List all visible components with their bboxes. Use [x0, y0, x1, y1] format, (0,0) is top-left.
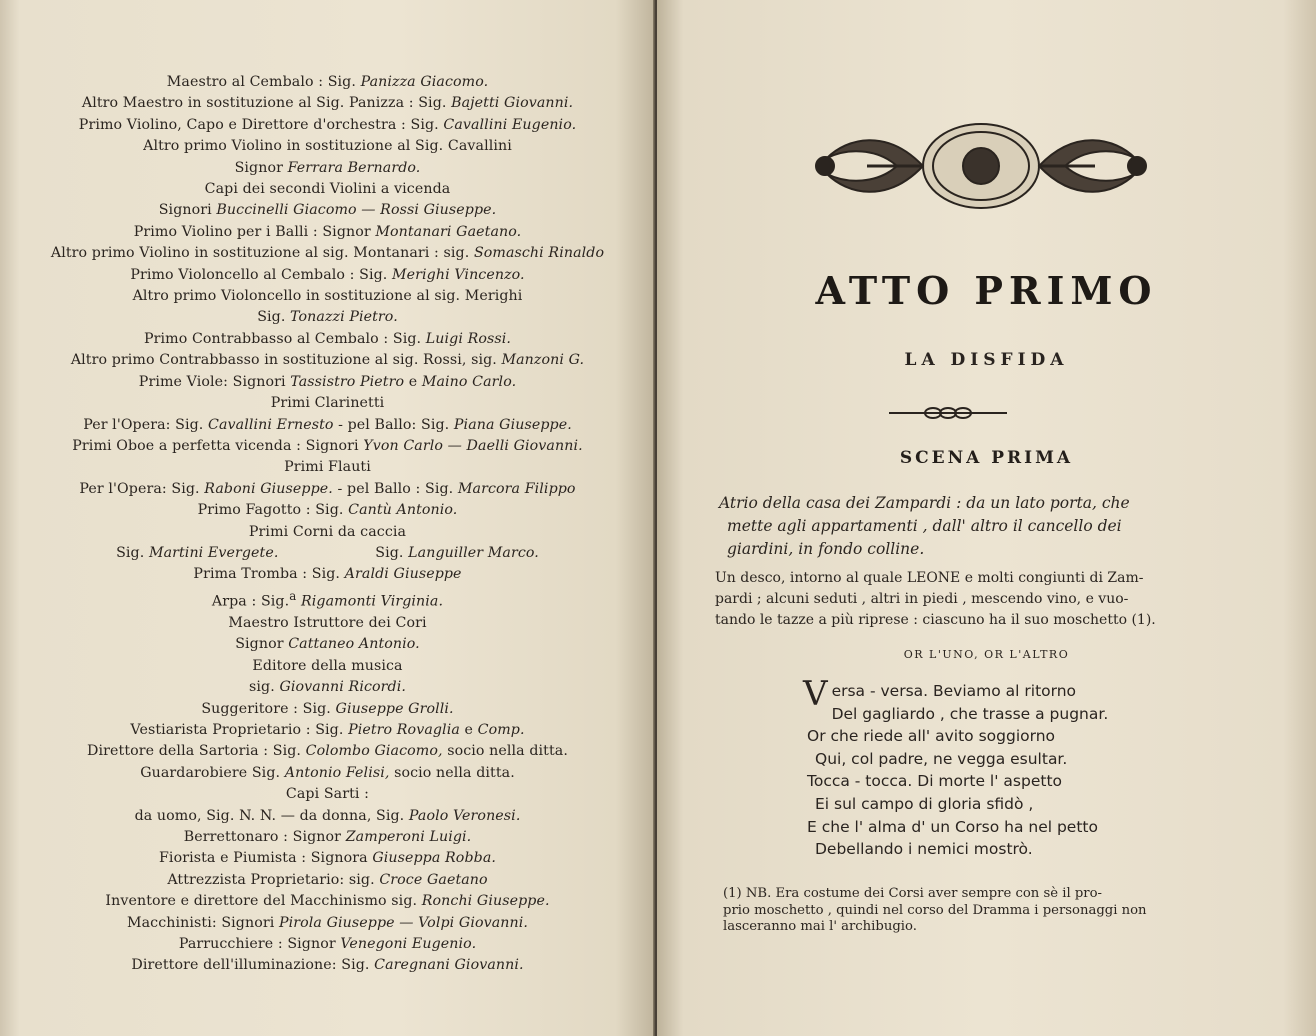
speaker-label: OR L'UNO, OR L'ALTRO — [903, 648, 1070, 661]
verse-line: Debellando i nemici mostrò. — [815, 840, 1033, 859]
left-page — [0, 0, 655, 1036]
credit-line: Editore della musica — [252, 657, 403, 674]
credit-line: Primi Flauti — [284, 459, 371, 476]
credit-line: Sig. Tonazzi Pietro. — [257, 309, 398, 326]
credit-line: Prima Tromba : Sig. Araldi Giuseppe — [193, 566, 462, 583]
drop-cap: V — [803, 674, 828, 714]
credit-line: Direttore dell'illuminazione: Sig. Caregnani Giovanni. — [131, 957, 524, 974]
credit-line: Altro Maestro in sostituzione al Sig. Panizza : Sig. Bajetti Giovanni. — [81, 95, 574, 112]
credit-line: Vestiarista Proprietario : Sig. Pietro Rovaglia e Comp. — [130, 721, 525, 738]
credit-line: Primo Violoncello al Cembalo : Sig. Merighi Vincenzo. — [130, 266, 525, 283]
verse-line: Qui, col padre, ne vegga esultar. — [815, 749, 1068, 768]
credit-line: Primo Violino, Capo e Direttore d'orchestra : Sig. Cavallini Eugenio. — [78, 116, 577, 133]
scene-setting — [719, 492, 1239, 561]
setting-line: Atrio della casa dei Zampardi : da un lato porta, che — [719, 494, 1130, 512]
credit-line: Primo Contrabbasso al Cembalo : Sig. Luigi Rossi. — [143, 330, 512, 347]
credit-line: Fiorista e Piumista : Signora Giuseppa Robba. — [158, 850, 496, 867]
act-subtitle: LA DISFIDA — [904, 350, 1069, 370]
act-title: ATTO PRIMO — [815, 268, 1158, 313]
setting-line: mette agli appartamenti , dall' altro il cancello dei — [727, 517, 1122, 535]
stage-direction — [715, 568, 1245, 631]
verse-line: E che l' alma d' un Corso ha nel petto — [807, 817, 1098, 836]
credit-line: Altro primo Violoncello in sostituzione al sig. Merighi — [132, 288, 523, 305]
credit-line: Primo Violino per i Balli : Signor Montanari Gaetano. — [133, 223, 522, 240]
credit-line: Signori Buccinelli Giacomo — Rossi Giuseppe. — [158, 202, 497, 219]
credit-line: Per l'Opera: Sig. Cavallini Ernesto - pel Ballo: Sig. Piana Giuseppe. — [83, 416, 572, 433]
footnote-line: prio moschetto , quindi nel corso del Dramma i personaggi non — [723, 902, 1147, 918]
stage-line: pardi ; alcuni seduti , altri in piedi , mescendo vino, e vuo- — [715, 591, 1129, 607]
right-page — [657, 0, 1316, 1036]
verse-line: Del gagliardo , che trasse a pugnar. — [831, 704, 1109, 723]
decorative-dash — [889, 404, 1007, 422]
credit-line: Berrettonaro : Signor Zamperoni Luigi. — [183, 828, 472, 845]
credit-line: Macchinisti: Signori Pirola Giuseppe — Volpi Giovanni. — [126, 914, 528, 931]
credit-line: Guardarobiere Sig. Antonio Felisi, socio nella ditta. — [140, 764, 515, 781]
stage-line: Un desco, intorno al quale LEONE e molti congiunti di Zam- — [715, 570, 1144, 586]
footnote-line: (1) NB. Era costume dei Corsi aver sempre con sè il pro- — [723, 886, 1102, 901]
credit-line: Capi dei secondi Violini a vicenda — [204, 181, 451, 198]
credit-line: Signor Cattaneo Antonio. — [235, 636, 420, 653]
stage-line: tando le tazze a più riprese : ciascuno ha il suo moschetto (1). — [715, 612, 1156, 628]
credit-line: Per l'Opera: Sig. Raboni Giuseppe. - pel Ballo : Sig. Marcora Filippo — [79, 480, 576, 497]
verse-line: Versa - versa. Beviamo al ritorno — [803, 674, 1077, 714]
credit-line: Maestro al Cembalo : Sig. Panizza Giacomo. — [166, 74, 489, 90]
credit-line: Prime Viole: Signori Tassistro Pietro e Maino Carlo. — [138, 373, 517, 390]
verse-block — [803, 674, 1227, 861]
verse-line: Tocca - tocca. Di morte l' aspetto — [807, 772, 1063, 791]
credit-line: Primo Fagotto : Sig. Cantù Antonio. — [197, 502, 458, 519]
verse-line: Ei sul campo di gloria sfidò , — [815, 794, 1034, 813]
credit-line: Parrucchiere : Signor Venegoni Eugenio. — [178, 935, 477, 952]
credit-line: Maestro Istruttore dei Cori — [228, 614, 427, 631]
credit-line: Primi Corni da caccia — [248, 523, 407, 540]
credit-line: Suggeritore : Sig. Giuseppe Grolli. — [201, 700, 454, 717]
credit-line: Signor Ferrara Bernardo. — [234, 159, 421, 176]
credit-line: Altro primo Violino in sostituzione al Sig. Cavallini — [143, 138, 512, 155]
credit-line: sig. Giovanni Ricordi. — [249, 679, 406, 696]
scene-title: SCENA PRIMA — [899, 448, 1074, 468]
credit-line: Inventore e direttore del Macchinismo sig. Ronchi Giuseppe. — [105, 893, 550, 910]
ornament-headpiece — [807, 118, 1155, 214]
footnote-line: lasceranno mai l' archibugio. — [723, 919, 917, 934]
credit-line: da uomo, Sig. N. N. — da donna, Sig. Paolo Veronesi. — [134, 807, 521, 824]
credit-line: Direttore della Sartoria : Sig. Colombo Giacomo, socio nella ditta. — [87, 743, 568, 760]
verse-line: Or che riede all' avito soggiorno — [807, 727, 1056, 746]
credit-line: Sig. Martini Evergete. Sig. Languiller Marco. — [116, 544, 539, 561]
credits-list — [40, 72, 615, 977]
credit-line: Primi Clarinetti — [270, 395, 385, 412]
credit-line: Altro primo Violino in sostituzione al sig. Montanari : sig. Somaschi Rinaldo — [50, 245, 605, 262]
setting-line: giardini, in fondo colline. — [727, 540, 925, 558]
credit-line: Capi Sarti : — [285, 786, 370, 803]
credit-line: Primi Oboe a perfetta vicenda : Signori Yvon Carlo — Daelli Giovanni. — [72, 437, 583, 454]
credit-line: Altro primo Contrabbasso in sostituzione al sig. Rossi, sig. Manzoni G. — [70, 352, 585, 369]
footnote — [723, 886, 1243, 936]
credit-line: Arpa : Sig.$^a$ Rigamonti Virginia. — [211, 588, 444, 610]
credit-line: Attrezzista Proprietario: sig. Croce Gaetano — [167, 871, 488, 888]
